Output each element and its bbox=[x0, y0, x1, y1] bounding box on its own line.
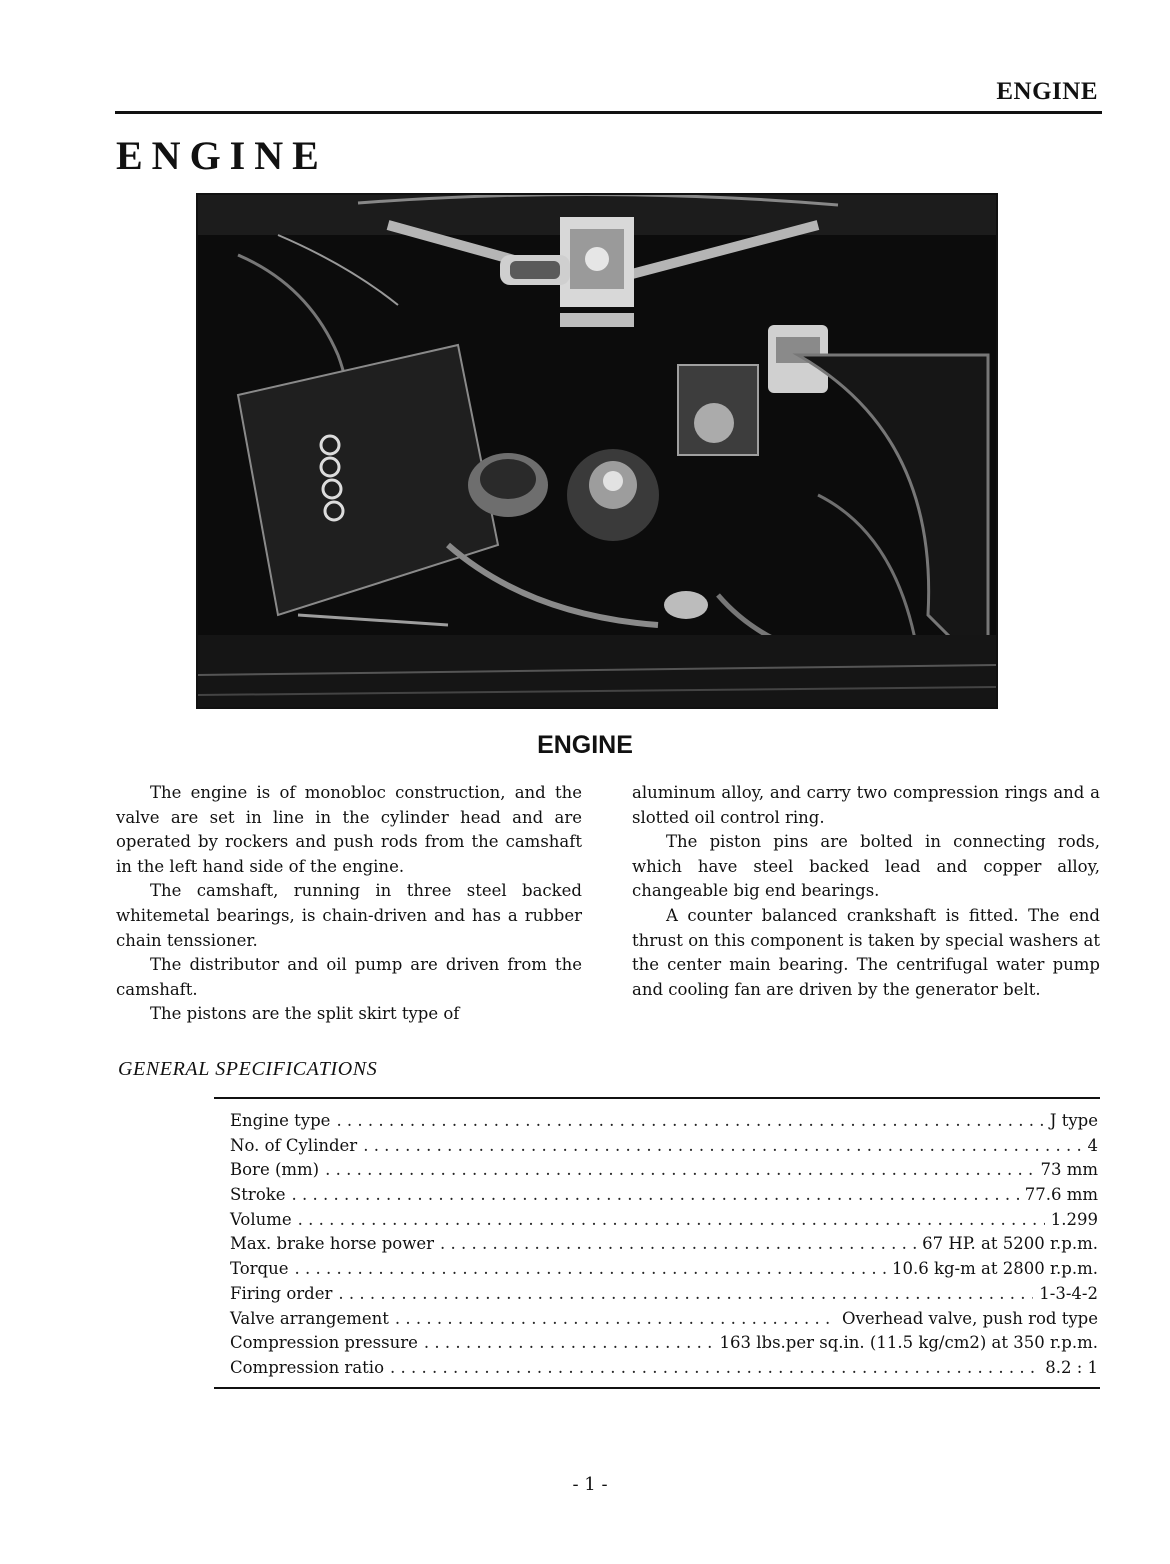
dot-leader bbox=[325, 1160, 1034, 1179]
spec-row-bore bbox=[230, 1160, 1098, 1185]
spec-label: No. of Cylinder bbox=[230, 1135, 358, 1155]
dot-leader bbox=[298, 1210, 1045, 1229]
header-rule bbox=[115, 111, 1102, 114]
body-text-left-column bbox=[116, 781, 582, 1027]
dot-leader bbox=[390, 1358, 1039, 1377]
spec-label: Volume bbox=[230, 1209, 292, 1229]
engine-bay-illustration bbox=[198, 195, 996, 707]
spec-label: Max. brake horse power bbox=[230, 1234, 435, 1254]
spec-label: Firing order bbox=[230, 1283, 333, 1303]
paragraph: The piston pins are bolted in connecting rods, which have steel backed lead and copper alloy, changeable big end bearings. bbox=[632, 832, 1100, 901]
spec-value: 77.6 mm bbox=[1024, 1185, 1098, 1205]
spec-value: 4 bbox=[1087, 1135, 1098, 1155]
dot-leader bbox=[440, 1234, 916, 1253]
specifications-heading: GENERAL SPECIFICATIONS bbox=[118, 1058, 378, 1080]
paragraph: The camshaft, running in three steel backed whitemetal bearings, is chain-driven and has a rubber chain tenssioner. bbox=[116, 881, 582, 950]
spec-row-compression-ratio bbox=[230, 1358, 1098, 1383]
spec-row-volume bbox=[230, 1210, 1098, 1235]
spec-value: 73 mm bbox=[1040, 1160, 1098, 1180]
dot-leader bbox=[295, 1259, 887, 1278]
spec-row-torque bbox=[230, 1259, 1098, 1284]
spec-row-max-power bbox=[230, 1234, 1098, 1259]
spec-label: Valve arrangement bbox=[230, 1308, 389, 1328]
spec-row-firing-order bbox=[230, 1284, 1098, 1309]
page-number: - 1 - bbox=[572, 1474, 608, 1495]
spec-row-cylinders bbox=[230, 1136, 1098, 1161]
paragraph: The engine is of monobloc construction, and the valve are set in line in the cylinder head and are operated by rockers and push rods from the camshaft in the left hand side of the engine. bbox=[116, 783, 582, 876]
dot-leader bbox=[292, 1185, 1019, 1204]
spec-label: Engine type bbox=[230, 1111, 331, 1130]
spec-label: Compression pressure bbox=[230, 1333, 418, 1353]
figure-caption: ENGINE bbox=[537, 731, 633, 759]
spec-value: 67 HP. at 5200 r.p.m. bbox=[922, 1234, 1098, 1254]
dot-leader bbox=[363, 1136, 1081, 1155]
spec-value: 1-3-4-2 bbox=[1039, 1283, 1098, 1303]
engine-photo bbox=[196, 193, 998, 709]
specifications-list bbox=[230, 1111, 1098, 1383]
spec-row-engine-type bbox=[230, 1111, 1098, 1136]
spec-row-stroke bbox=[230, 1185, 1098, 1210]
page-title: ENGINE bbox=[116, 133, 328, 178]
spec-value: 8.2 : 1 bbox=[1045, 1357, 1098, 1377]
running-head: ENGINE bbox=[996, 78, 1098, 105]
paragraph-continuation: aluminum alloy, and carry two compression rings and a slotted oil control ring. bbox=[632, 783, 1100, 827]
spec-row-compression-pressure bbox=[230, 1333, 1098, 1358]
dot-leader bbox=[424, 1333, 714, 1352]
paragraph: The pistons are the split skirt type of bbox=[150, 1004, 460, 1024]
specifications-bottom-rule bbox=[214, 1387, 1100, 1389]
spec-value: 10.6 kg-m at 2800 r.p.m. bbox=[892, 1259, 1098, 1279]
dot-leader bbox=[338, 1284, 1033, 1303]
spec-label: Compression ratio bbox=[230, 1357, 385, 1377]
paragraph: A counter balanced crankshaft is fitted. The end thrust on this component is taken by special washers at the center main bearing. The centrifugal water pump and cooling fan are driven by the generator belt. bbox=[632, 905, 1100, 999]
body-text-right-column bbox=[632, 781, 1100, 1002]
spec-value: Overhead valve, push rod type bbox=[842, 1308, 1098, 1328]
spec-label: Stroke bbox=[230, 1185, 286, 1205]
spec-label: Torque bbox=[230, 1259, 289, 1279]
spec-label: Bore (mm) bbox=[230, 1160, 320, 1180]
spec-value: 163 lbs.per sq.in. (11.5 kg/cm2) at 350 r.p.m. bbox=[719, 1333, 1098, 1353]
spec-value: 1.299 bbox=[1050, 1209, 1098, 1229]
specifications-top-rule bbox=[214, 1097, 1100, 1099]
spec-row-valve-arrangement bbox=[230, 1309, 1098, 1334]
dot-leader bbox=[336, 1111, 1043, 1130]
spec-value: J type bbox=[1049, 1111, 1098, 1130]
paragraph: The distributor and oil pump are driven from the camshaft. bbox=[116, 955, 582, 999]
dot-leader bbox=[395, 1309, 836, 1328]
